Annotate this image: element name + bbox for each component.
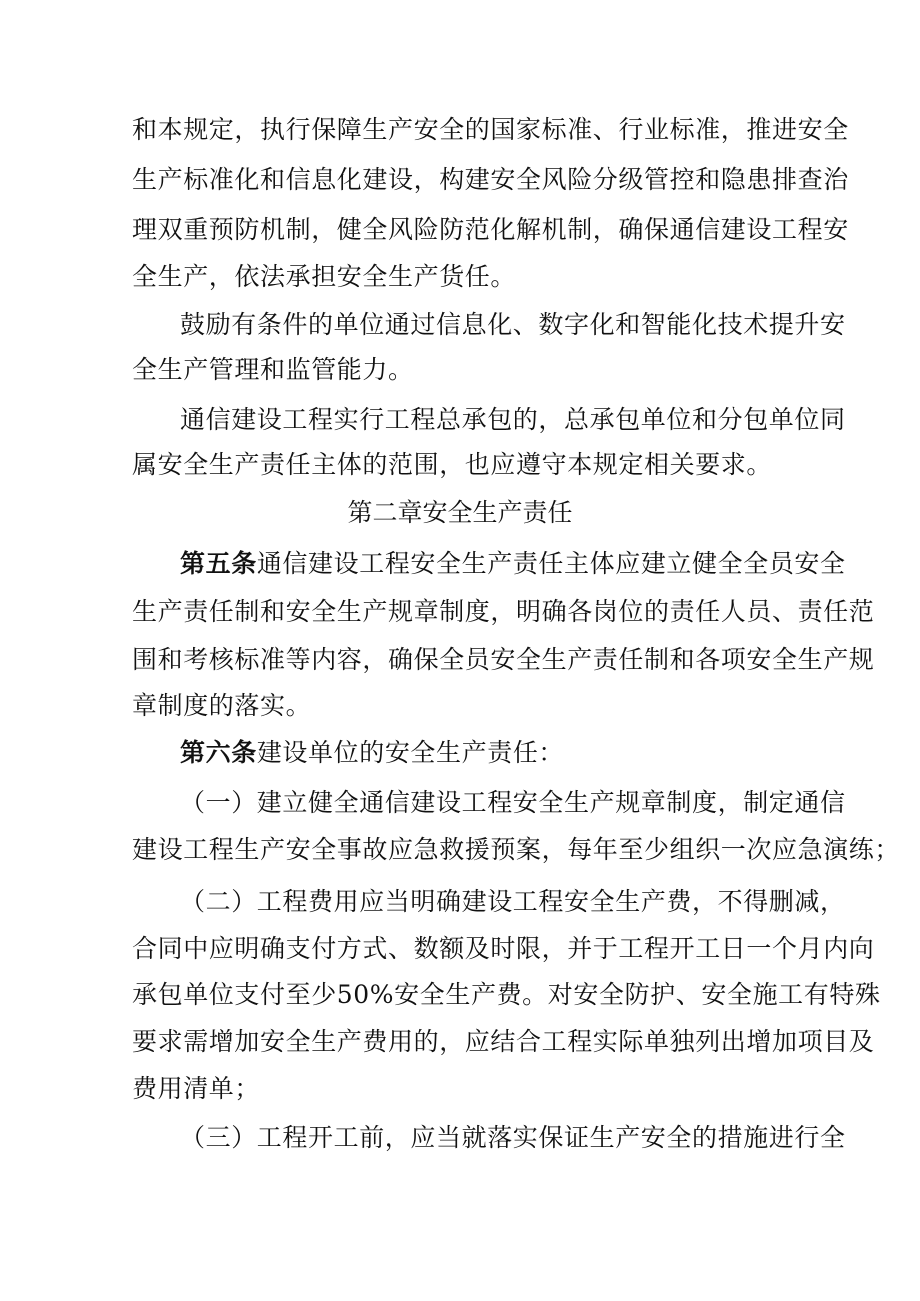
- item-1-line: （一）建立健全通信建设工程安全生产规章制度，制定通信: [180, 788, 846, 817]
- paragraph-line: 理双重预防机制，健全风险防范化解机制，确保通信建设工程安: [132, 215, 849, 244]
- paragraph-line: 围和考核标准等内容，确保全员安全生产责任制和各项安全生产规: [132, 645, 875, 674]
- item-1-line: 建设工程生产安全事故应急救援预案，每年至少组织一次应急演练；: [132, 835, 901, 864]
- paragraph-line: 鼓励有条件的单位通过信息化、数字化和智能化技术提升安: [180, 310, 846, 339]
- paragraph-line: 属安全生产责任主体的范围，也应遵守本规定相关要求。: [132, 450, 773, 479]
- article-5-text: 通信建设工程安全生产责任主体应建立健全全员安全: [256, 549, 846, 578]
- paragraph-line: 章制度的落实。: [132, 691, 312, 720]
- item-2-line: 合同中应明确支付方式、数额及时限，并于工程开工日一个月内向: [132, 934, 875, 963]
- paragraph-line: 生产标准化和信息化建设，构建安全风险分级管控和隐患排查治: [132, 165, 849, 194]
- paragraph-line: 全生产，依法承担安全生产货任。: [132, 262, 517, 291]
- article-5-first-line: [180, 544, 846, 584]
- article-6-text: 建设单位的安全生产责任：: [256, 738, 565, 767]
- article-6-line: [180, 733, 792, 773]
- item-2-line: 承包单位支付至少50%安全生产费。对安全防护、安全施工有特殊: [132, 980, 881, 1009]
- paragraph-line: 全生产管理和监管能力。: [132, 355, 414, 384]
- paragraph-line: 和本规定，执行保障生产安全的国家标准、行业标准，推进安全: [132, 115, 849, 144]
- item-3-line: （三）工程开工前，应当就落实保证生产安全的措施进行全: [180, 1123, 846, 1152]
- chapter-title: 第二章安全生产责任: [347, 498, 573, 527]
- article-5-label: 第五条: [180, 549, 257, 578]
- paragraph-line: 通信建设工程实行工程总承包的，总承包单位和分包单位同: [180, 405, 846, 434]
- item-2-line: 要求需增加安全生产费用的，应结合工程实际单独列出增加项目及: [132, 1027, 875, 1056]
- item-2-line: 费用清单；: [132, 1074, 261, 1103]
- article-6-label: 第六条: [180, 738, 257, 767]
- paragraph-line: 生产责任制和安全生产规章制度，明确各岗位的责任人员、责任范: [132, 597, 875, 626]
- item-2-line: （二）工程费用应当明确建设工程安全生产费，不得删减，: [180, 887, 846, 916]
